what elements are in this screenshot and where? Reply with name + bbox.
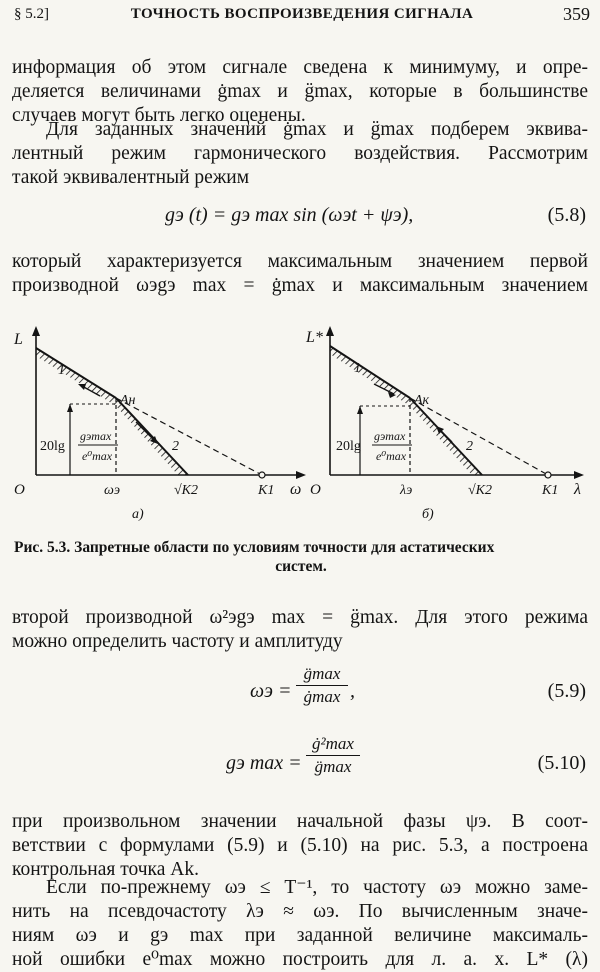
text-line: можно определить частоту и амплитуду xyxy=(12,631,343,652)
text-line: Для заданных значений ġmax и g̈max подберем эквива- xyxy=(46,119,588,140)
paragraph-2 xyxy=(12,118,588,190)
control-point-label: Aн xyxy=(120,393,136,408)
equation-5-9 xyxy=(0,662,600,722)
curve-label-2: 2 xyxy=(466,439,473,454)
y-label-den: e⁰max xyxy=(82,449,113,463)
text-line: деляется величинами ġmax и g̈max, которые в большинстве xyxy=(12,81,588,102)
panel-label: б) xyxy=(422,507,434,522)
fraction-bar xyxy=(306,755,360,756)
origin-label: O xyxy=(14,482,25,498)
text-line: информация об этом сигнале сведена к минимуму, и опре- xyxy=(12,57,588,78)
equation-lhs: ωэ = xyxy=(250,680,292,702)
y-label-prefix: 20lg xyxy=(336,439,361,454)
figure-caption xyxy=(14,538,588,576)
text-line: ной ошибки e⁰max можно построить для л. а. х. L* (λ) xyxy=(12,949,588,970)
text-line: Если по-прежнему ωэ ≤ T⁻¹, то частоту ωэ можно заме- xyxy=(46,877,588,898)
equation-tail: , xyxy=(350,680,355,702)
text-line: ветствии с формулами (5.9) и (5.10) на рис. 5.3, а построена xyxy=(12,835,588,856)
origin-label: O xyxy=(310,482,321,498)
axis-label-y: L* xyxy=(306,329,323,346)
paragraph-6 xyxy=(12,876,588,972)
equation-body: gэ (t) = gэ max sin (ωэt + ψэ), xyxy=(165,204,414,226)
text-line: контрольная точка Ak. xyxy=(12,859,199,880)
x-tick-2: √K2 xyxy=(174,483,199,498)
x-tick-1: λэ xyxy=(400,483,413,498)
equation-number: (5.9) xyxy=(547,680,586,702)
fraction-numerator: g̈max xyxy=(303,664,341,683)
text-line: который характеризуется максимальным значением первой xyxy=(12,251,588,272)
equation-fraction xyxy=(296,664,348,707)
text-line: при произвольном значении начальной фазы ψэ. В соот- xyxy=(12,811,588,832)
caption-line: Рис. 5.3. Запретные области по условиям точности для астатических xyxy=(14,539,495,556)
figure-panel-a xyxy=(13,326,306,522)
x-tick-3: K1 xyxy=(258,483,275,498)
caption-line: систем. xyxy=(275,558,327,575)
figure-5-3 xyxy=(0,320,600,530)
equation-lhs: gэ max = xyxy=(226,752,302,774)
equation-number: (5.8) xyxy=(547,204,586,226)
equation-fraction xyxy=(306,734,360,777)
equation-5-10 xyxy=(0,732,600,792)
running-title: ТОЧНОСТЬ ВОСПРОИЗВЕДЕНИЯ СИГНАЛА xyxy=(130,6,474,22)
x-tick-2: √K2 xyxy=(468,483,493,498)
text-line: лентный режим гармонического воздействия. Рассмотрим xyxy=(12,143,588,164)
fraction-numerator: ġ²max xyxy=(312,734,354,753)
text-line: случаев могут быть легко оценены. xyxy=(12,105,306,126)
figure-panel-b xyxy=(305,326,584,522)
fraction-bar xyxy=(296,685,348,686)
text-line: такой эквивалентный режим xyxy=(12,167,250,188)
y-label-num: gэmax xyxy=(374,429,406,443)
y-label-num: gэmax xyxy=(80,429,112,443)
x-tick-3: K1 xyxy=(542,483,559,498)
y-label-prefix: 20lg xyxy=(40,439,65,454)
x-tick-1: ωэ xyxy=(104,483,121,498)
paragraph-3 xyxy=(12,250,588,298)
panel-label: а) xyxy=(132,507,144,522)
axis-label-x: λ xyxy=(574,481,581,498)
axis-label-x: ω xyxy=(290,481,302,498)
section-number: § 5.2] xyxy=(14,6,49,22)
curve-label-2: 2 xyxy=(172,439,179,454)
text-line: нить на псевдочастоту λэ ≈ ωэ. По вычисленным значе- xyxy=(12,901,588,922)
fraction-denominator: ġmax xyxy=(303,687,341,706)
text-line: второй производной ω²эgэ max = g̈max. Для этого режима xyxy=(12,607,588,628)
equation-number: (5.10) xyxy=(537,752,586,774)
text-line: производной ωэgэ max = ġmax и максимальным значением xyxy=(12,275,588,296)
page-header xyxy=(14,4,590,26)
page-number: 359 xyxy=(563,4,590,24)
axis-label-y: L xyxy=(14,331,23,348)
y-label-den: e⁰max xyxy=(376,449,407,463)
paragraph-4 xyxy=(12,606,588,654)
curve-label-1: 1 xyxy=(354,361,361,376)
curve-label-1: 1 xyxy=(58,363,65,378)
fraction-denominator: g̈max xyxy=(314,757,352,776)
control-point-label: Aк xyxy=(414,393,430,408)
paragraph-5 xyxy=(12,810,588,882)
text-line: ниям ωэ и gэ max при заданной величине максималь- xyxy=(12,925,588,946)
